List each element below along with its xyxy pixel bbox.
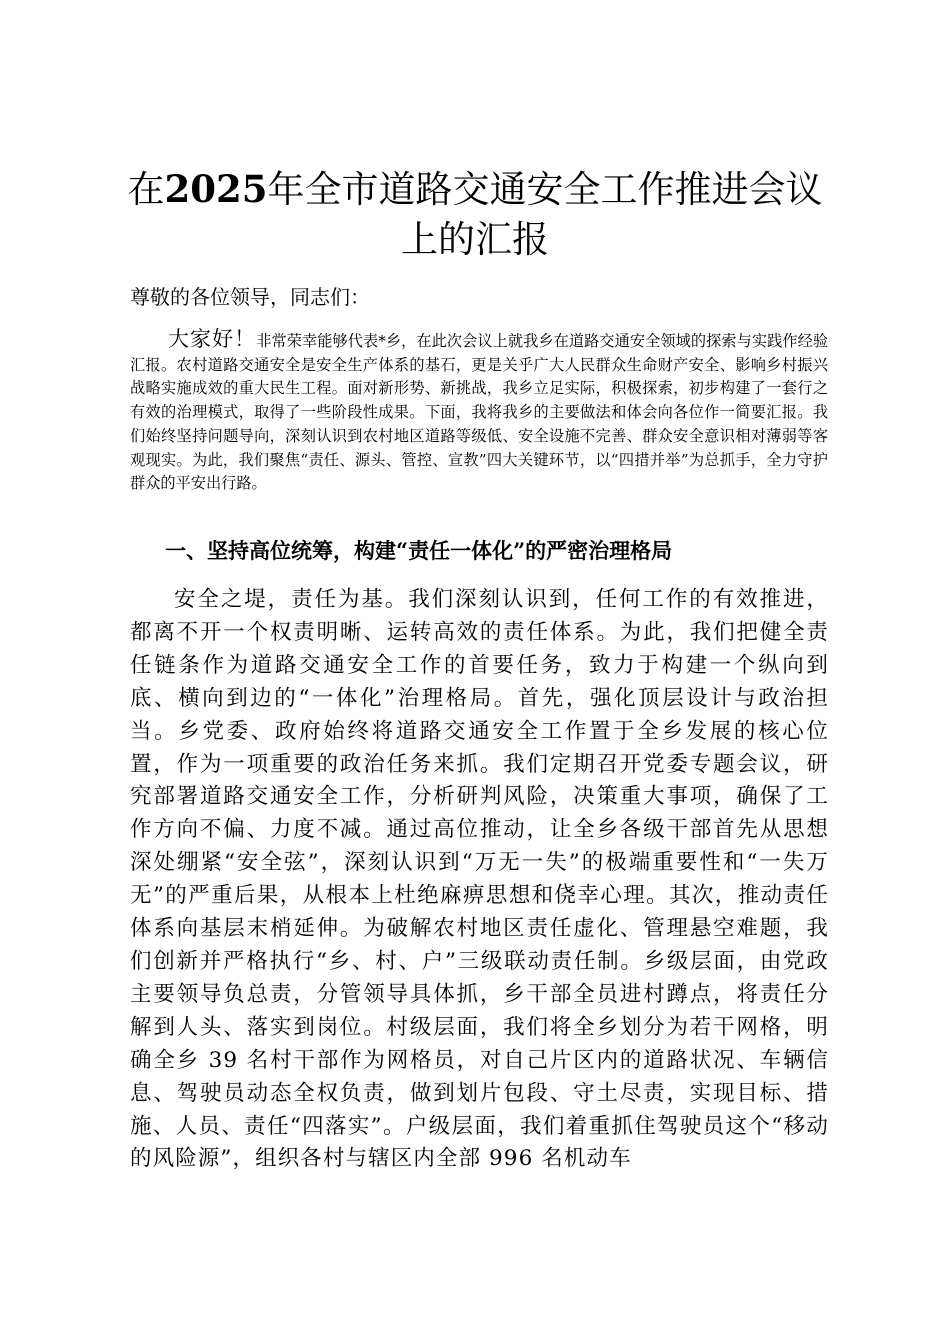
document-title [120, 164, 830, 265]
title-year: 2025 [164, 167, 268, 211]
salutation: 尊敬的各位领导，同志们： [130, 285, 370, 309]
section-1-heading: 一、坚持高位统筹，构建“责任一体化”的严密治理格局 [165, 538, 673, 563]
intro-paragraph [130, 328, 828, 496]
section-1-paragraph: 安全之堤，责任为基。我们深刻认识到，任何工作的有效推进，都离不开一个权责明晰、运转高效的责任体系。为此，我们把健全责任链条作为道路交通安全工作的首要任务，致力于构建一个纵向到底、横向到边的“一体化”治理格局。首先，强化顶层设计与政治担当。乡党委、政府始终将道路交通安全工作置于全乡发展的核心位置，作为一项重要的政治任务来抓。我们定期召开党委专题会议，研究部署道路交通安全工作，分析研判风险，决策重大事项，确保了工作方向不偏、力度不减。通过高位推动，让全乡各级干部首先从思想深处绷紧“安全弦”，深刻认识到“万无一失”的极端重要性和“一失万无”的严重后果，从根本上杜绝麻痹思想和侥幸心理。其次，推动责任体系向基层末梢延伸。为破解农村地区责任虚化、管理悬空难题，我们创新并严格执行“乡、村、户”三级联动责任制。乡级层面，由党政主要领导负总责，分管领导具体抓，乡干部全员进村蹲点，将责任分解到人头、落实到岗位。村级层面，我们将全乡划分为若干网格，明确全乡 39 名村干部作为网格员，对自己片区内的道路状况、车辆信息、驾驶员动态全权负责，做到划片包段、守土尽责，实现目标、措施、人员、责任“四落实”。户级层面，我们着重抓住驾驶员这个“移动的风险源”，组织各村与辖区内全部 996 名机动车 [130, 587, 829, 1172]
intro-body: 非常荣幸能够代表*乡，在此次会议上就我乡在道路交通安全领域的探索与实践作经验汇报。农村道路交通安全是安全生产体系的基石，更是关乎广大人民群众生命财产安全、影响乡村振兴战略实施成效的重大民生工程。面对新形势、新挑战，我乡立足实际，积极探索，初步构建了一套行之有效的治理模式，取得了一些阶段性成果。下面，我将我乡的主要做法和体会向各位作一简要汇报。我们始终坚持问题导向，深刻认识到农村地区道路等级低、安全设施不完善、群众安全意识相对薄弱等客观现实。为此，我们聚焦“责任、源头、管控、宣教”四大关键环节，以“四措并举”为总抓手，全力守护群众的平安出行路。 [130, 332, 829, 493]
title-prefix: 在 [127, 168, 165, 211]
title-rest: 年全市道路交通安全工作推进会议上的汇报 [267, 168, 823, 261]
intro-lead: 大家好！ [168, 327, 257, 351]
